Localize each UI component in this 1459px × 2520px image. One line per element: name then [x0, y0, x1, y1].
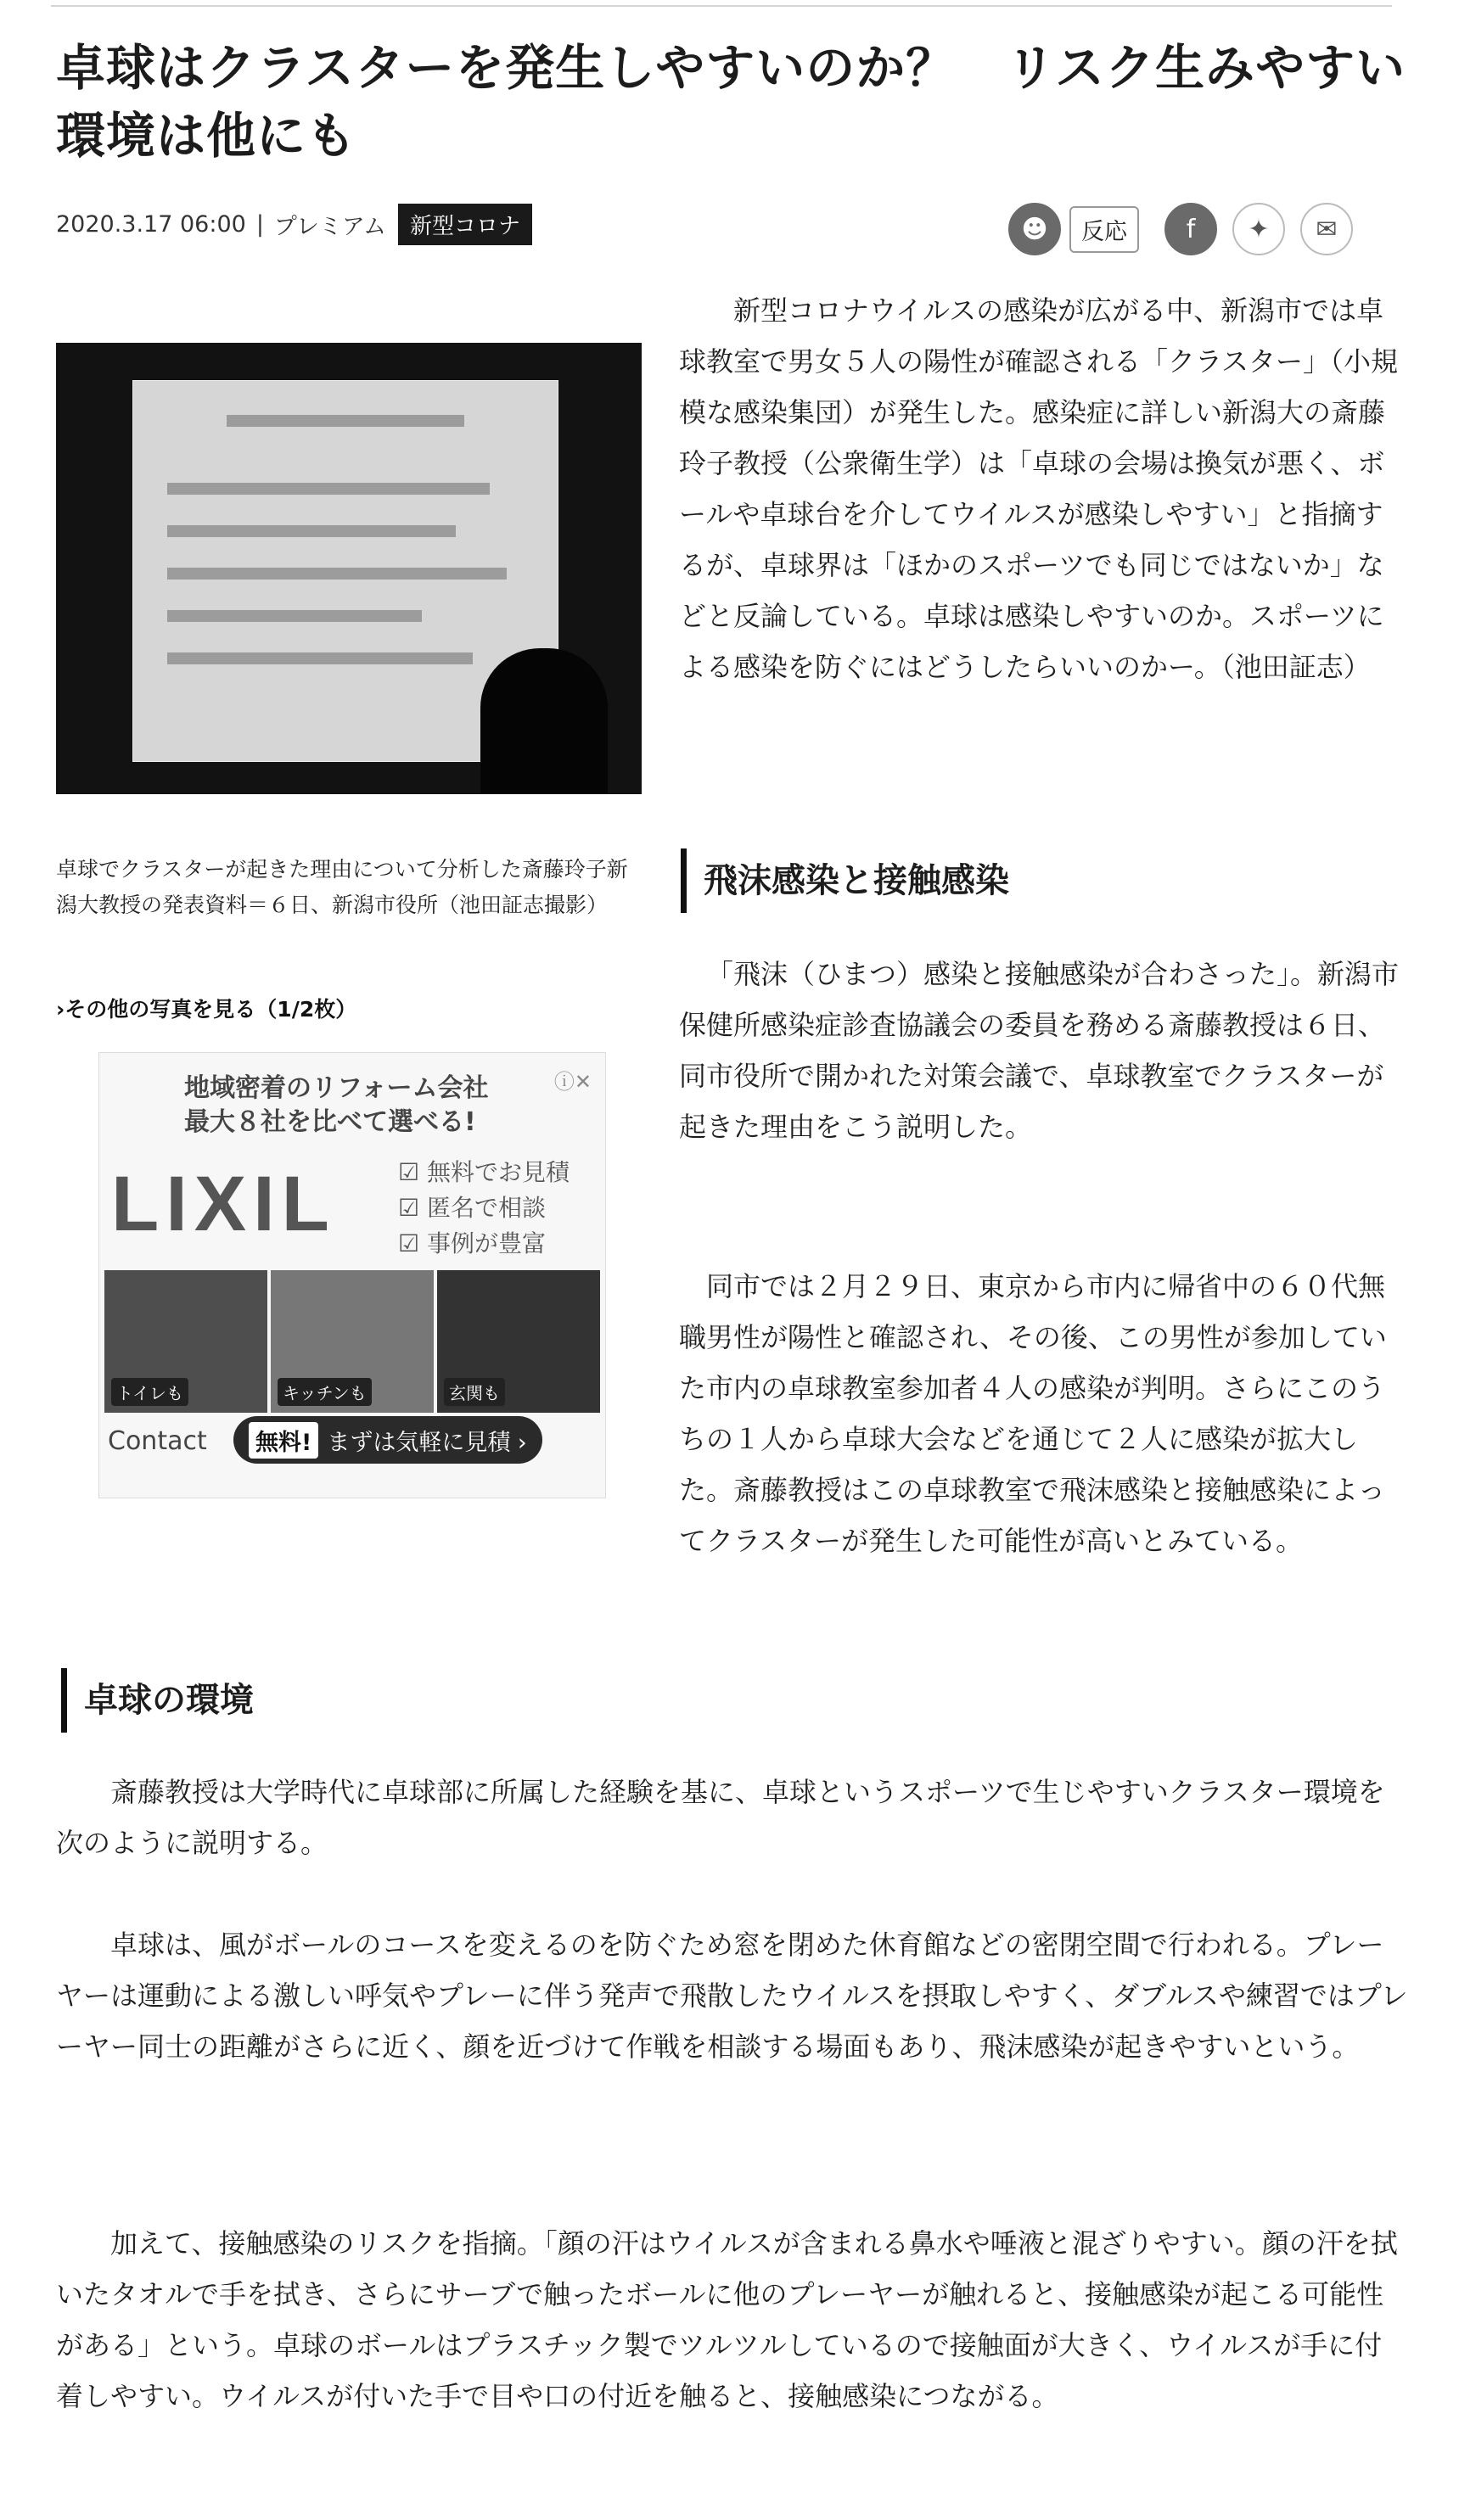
slide-text-line — [167, 610, 422, 622]
more-photos-link[interactable]: ›その他の写真を見る（1/2枚） — [56, 997, 357, 1022]
twitter-icon[interactable]: ✦ — [1232, 203, 1285, 255]
ad-photo-strip — [104, 1270, 600, 1413]
top-divider — [51, 5, 1392, 7]
ad-logo: LIXIL — [111, 1161, 336, 1247]
article-meta — [56, 200, 532, 248]
meta-separator: | — [255, 210, 264, 238]
ad-free-badge: 無料! — [249, 1422, 318, 1459]
ad-checklist — [398, 1155, 570, 1262]
section2-paragraph-3: 加えて、接触感染のリスクを指摘。「顔の汗はウイルスが含まれる鼻水や唾液と混ざりやすい。顔の汗を拭いたタオルで手を拭き、さらにサーブで触ったボールに他のプレーヤーが触れると、接触感染が起こる可能性がある」という。卓球のボールはプラスチック製でツルツルしているので接触面が大きく、ウイルスが手に付着しやすい。ウイルスが付いた手で目や口の付近を触ると、接触感染につながる。 — [56, 2227, 1398, 2412]
ad-check-item: ☑ 事例が豊富 — [398, 1229, 547, 1257]
ad-cta-button[interactable] — [233, 1416, 542, 1464]
reaction-face-icon[interactable]: ☻ — [1008, 203, 1061, 255]
ad-contact-label: Contact — [108, 1426, 207, 1456]
photo-caption: 卓球でクラスターが起きた理由について分析した斎藤玲子新潟大教授の発表資料＝６日、新潟市役所（池田証志撮影） — [56, 857, 628, 917]
facebook-icon[interactable]: f — [1164, 203, 1217, 255]
section2-paragraph-2: 卓球は、風がボールのコースを変えるのを防ぐため窓を閉めた休育館などの密閉空間で行われる。プレーヤーは運動による激しい呼気やプレーに伴う発声で飛散したウイルスを摂取しやすく、ダブルスや練習ではプレーヤー同士の距離がさらに近く、顔を近づけて作戦を相談する場面もあり、飛沫感染が起きやすいという。 — [56, 1929, 1408, 2063]
ad-photo-entrance — [437, 1270, 600, 1413]
section2-paragraph-1: 斎藤教授は大学時代に卓球部に所属した経験を基に、卓球というスポーツで生じやすいクラスター環境を次のように説明する。 — [56, 1776, 1385, 1859]
ad-check-item: ☑ 無料でお見積 — [398, 1158, 570, 1186]
article-photo[interactable] — [56, 343, 642, 794]
ad-photo-label: トイレも — [111, 1378, 188, 1406]
article-title: 卓球はクラスターを発生しやすいのか？ リスク生みやすい環境は他にも — [56, 39, 1406, 165]
slide-text-line — [167, 483, 490, 495]
ad-close-icon[interactable]: ⓘ✕ — [553, 1070, 592, 1094]
ad-cta-label: まずは気軽に見積 › — [327, 1429, 527, 1456]
slide-text-line — [167, 568, 507, 580]
ad-photo-label: キッチンも — [278, 1378, 372, 1406]
react-label[interactable]: 反応 — [1069, 206, 1139, 253]
section-heading-table-tennis-environment: 卓球の環境 — [61, 1668, 254, 1733]
ad-headline — [184, 1072, 489, 1140]
section1-paragraph-1: 「飛沫（ひまつ）感染と接触感染が合わさった」。新潟市保健所感染症診査協議会の委員を務める斎藤教授は６日、同市役所で開かれた対策会議で、卓球教室でクラスターが起きた理由をこう説明した。 — [679, 958, 1400, 1143]
ad-photo-kitchen — [271, 1270, 434, 1413]
share-icon[interactable]: ✉ — [1300, 203, 1353, 255]
tag-badge[interactable]: 新型コロナ — [398, 204, 532, 245]
publish-date: 2020.3.17 06:00 — [56, 210, 246, 238]
advertisement-banner[interactable] — [98, 1052, 606, 1498]
audience-silhouette — [480, 648, 608, 794]
ad-headline-line: 地域密着のリフォーム会社 — [184, 1073, 489, 1103]
ad-photo-toilet — [104, 1270, 267, 1413]
ad-check-item: ☑ 匿名で相談 — [398, 1194, 547, 1222]
section-heading-droplet-contact: 飛沫感染と接触感染 — [681, 848, 1009, 913]
slide-text-line — [227, 415, 464, 427]
reaction-bar — [1008, 199, 1368, 260]
ad-photo-label: 玄関も — [444, 1378, 505, 1406]
slide-text-line — [167, 652, 473, 664]
intro-paragraph: 新型コロナウイルスの感染が広がる中、新潟市では卓球教室で男女５人の陽性が確認される「クラスター」（小規模な感染集団）が発生した。感染症に詳しい新潟大の斎藤玲子教授（公衆衛生学）は「卓球の会場は換気が悪く、ボールや卓球台を介してウイルスが感染しやすい」と指摘するが、卓球界は「ほかのスポーツでも同じではないか」などと反論している。卓球は感染しやすいのか。スポーツによる感染を防ぐにはどうしたらいいのかー。（池田証志） — [679, 294, 1399, 683]
ad-headline-line: 最大８社を比べて選べる! — [184, 1107, 476, 1137]
section1-paragraph-2: 同市では２月２９日、東京から市内に帰省中の６０代無職男性が陽性と確認され、その後、この男性が参加していた市内の卓球教室参加者４人の感染が判明。さらにこのうちの１人から卓球大会などを通じて２人に感染が拡大した。斎藤教授はこの卓球教室で飛沫感染と接触感染によってクラスターが発生した可能性が高いとみている。 — [679, 1270, 1387, 1557]
slide-text-line — [167, 525, 456, 537]
category-link[interactable]: プレミアム — [273, 213, 386, 240]
